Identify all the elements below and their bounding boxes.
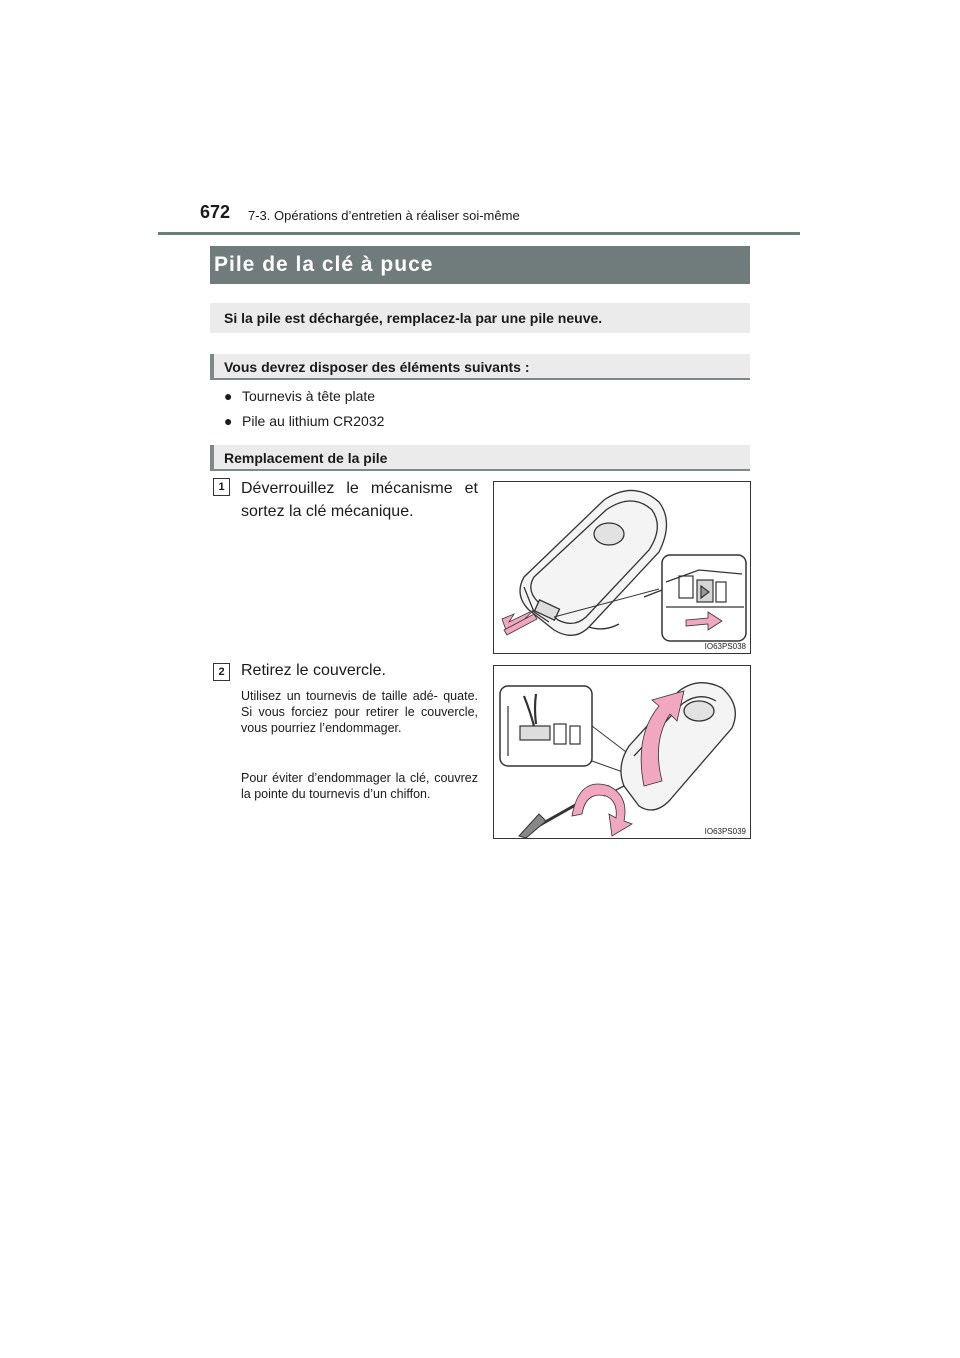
replacement-heading: Remplacement de la pile [210, 445, 750, 471]
figure-cover-removal [493, 665, 751, 839]
section-title: Pile de la clé à puce [210, 246, 750, 284]
step-text: Retirez le couvercle. [241, 662, 386, 679]
bullet-icon: ● [224, 388, 233, 404]
step-number: 1 [213, 478, 230, 496]
intro-box: Si la pile est déchargée, remplacez-la par une pile neuve. [210, 303, 750, 333]
page-number: 672 [200, 202, 231, 222]
requirements-heading: Vous devrez disposer des éléments suivants : [210, 354, 750, 380]
figure-code: IO63PS039 [704, 827, 746, 836]
header-rule [158, 232, 800, 235]
step-text-line: sortez la clé mécanique. [241, 503, 414, 520]
arrow-icon [572, 784, 632, 836]
step-text-line: Déverrouillez le mécanisme et [241, 480, 478, 497]
figure-key-unlock [493, 481, 751, 654]
step-note: Pour éviter d’endommager la clé, couvrez la pointe du tournevis d’un chiffon. [241, 771, 478, 801]
key-illustration [494, 482, 750, 653]
figure-code: IO63PS038 [704, 642, 746, 651]
step-note: Utilisez un tournevis de taille adé- quate. Si vous forciez pour retirer le couvercle, vous pourriez l’endommager. [241, 689, 478, 735]
step-number: 2 [213, 663, 230, 681]
bullet-icon: ● [224, 413, 233, 429]
requirement-item: ● Pile au lithium CR2032 [224, 413, 385, 429]
requirement-item: ● Tournevis à tête plate [224, 388, 376, 404]
cover-removal-illustration [494, 666, 750, 838]
chapter-title: 7-3. Opérations d’entretien à réaliser soi-même [248, 208, 520, 223]
